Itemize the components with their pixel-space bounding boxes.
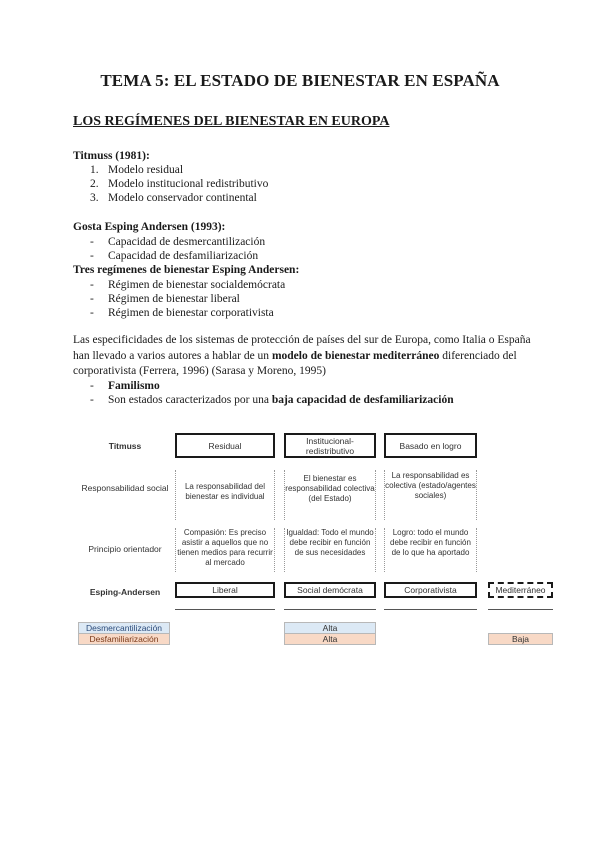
resp-cell-logro: La responsabilidad es colectiva (estado/agentes sociales) <box>384 470 477 520</box>
bullet-text: Son estados caracterizados por una <box>108 394 272 406</box>
dash-bullet: - <box>90 380 94 392</box>
desmerc-label: Desmercantilización <box>78 622 170 634</box>
desfam-value: Alta <box>284 633 376 645</box>
list-item-num: 1. <box>90 164 99 176</box>
list-item: Régimen de bienestar socialdemócrata <box>108 279 286 291</box>
resp-cell-residual: La responsabilidad del bienestar es individual <box>175 470 275 520</box>
bullet-familismo: Familismo <box>108 380 160 392</box>
dash-bullet: - <box>90 307 94 319</box>
paragraph-text: Las especificidades de los sistemas de protección de países del sur de Europa, como Italia o España han llevado a varios autores a hablar de un <box>73 334 531 362</box>
list-item: Régimen de bienestar corporativista <box>108 307 274 319</box>
esping-box-corporativista: Corporativista <box>384 582 477 598</box>
list-item: Capacidad de desmercantilización <box>108 236 266 248</box>
list-item-num: 3. <box>90 192 99 204</box>
row-label-esping: Esping-Andersen <box>89 587 161 597</box>
desfam-value-mediterraneo: Baja <box>488 633 553 645</box>
principio-cell-residual: Compasión: Es preciso asistir a aquellos que no tienen medios para recurrir al mercado <box>175 528 275 572</box>
bullet-desfamiliarizacion <box>108 393 454 407</box>
esping-box-socialdemocrata: Social demócrata <box>284 582 376 598</box>
bullet-bold: baja capacidad de desfamiliarización <box>271 394 454 406</box>
dash-bullet: - <box>90 394 94 406</box>
list-item-num: 2. <box>90 178 99 190</box>
row-label-principio: Principio orientador <box>88 544 162 554</box>
titmuss-box-residual: Residual <box>175 433 275 458</box>
desmerc-value: Alta <box>284 622 376 634</box>
esping-box-liberal: Liberal <box>175 582 275 598</box>
resp-cell-institucional: El bienestar es responsabilidad colectiva (del Estado) <box>284 470 376 520</box>
principio-cell-logro: Logro: todo el mundo debe recibir en función de lo que ha aportado <box>384 528 477 572</box>
esping-box-mediterraneo: Mediterráneo <box>488 582 553 598</box>
regimes-heading: Tres regímenes de bienestar Esping Andersen: <box>73 264 300 276</box>
divider-line <box>284 609 376 610</box>
row-label-responsabilidad: Responsabilidad social <box>81 483 169 493</box>
titmuss-heading: Titmuss (1981): <box>73 150 150 162</box>
page-title: TEMA 5: EL ESTADO DE BIENESTAR EN ESPAÑA <box>100 71 500 90</box>
list-item: Régimen de bienestar liberal <box>108 293 240 305</box>
desfam-label: Desfamiliarización <box>78 633 170 645</box>
list-item: Modelo conservador continental <box>108 192 257 204</box>
list-item: Modelo residual <box>108 164 184 176</box>
divider-line <box>488 609 553 610</box>
paragraph-text-end: diferenciado del corporativista (Ferrera, 1996) (Sarasa y Moreno, 1995) <box>73 349 517 377</box>
divider-line <box>384 609 477 610</box>
mediterranean-paragraph <box>73 333 543 380</box>
row-label-titmuss: Titmuss <box>108 441 142 451</box>
esping-heading: Gosta Esping Andersen (1993): <box>73 221 226 233</box>
titmuss-box-logro: Basado en logro <box>384 433 477 458</box>
list-item: Modelo institucional redistributivo <box>108 178 269 190</box>
dash-bullet: - <box>90 236 94 248</box>
section-heading: LOS REGÍMENES DEL BIENESTAR EN EUROPA <box>73 114 390 129</box>
paragraph-bold: modelo de bienestar mediterráneo <box>271 349 440 362</box>
dash-bullet: - <box>90 293 94 305</box>
principio-cell-institucional: Igualdad: Todo el mundo debe recibir en función de sus necesidades <box>284 528 376 572</box>
divider-line <box>175 609 275 610</box>
titmuss-box-institucional: Institucional-redistributivo <box>284 433 376 458</box>
dash-bullet: - <box>90 279 94 291</box>
list-item: Capacidad de desfamiliarización <box>108 250 259 262</box>
dash-bullet: - <box>90 250 94 262</box>
